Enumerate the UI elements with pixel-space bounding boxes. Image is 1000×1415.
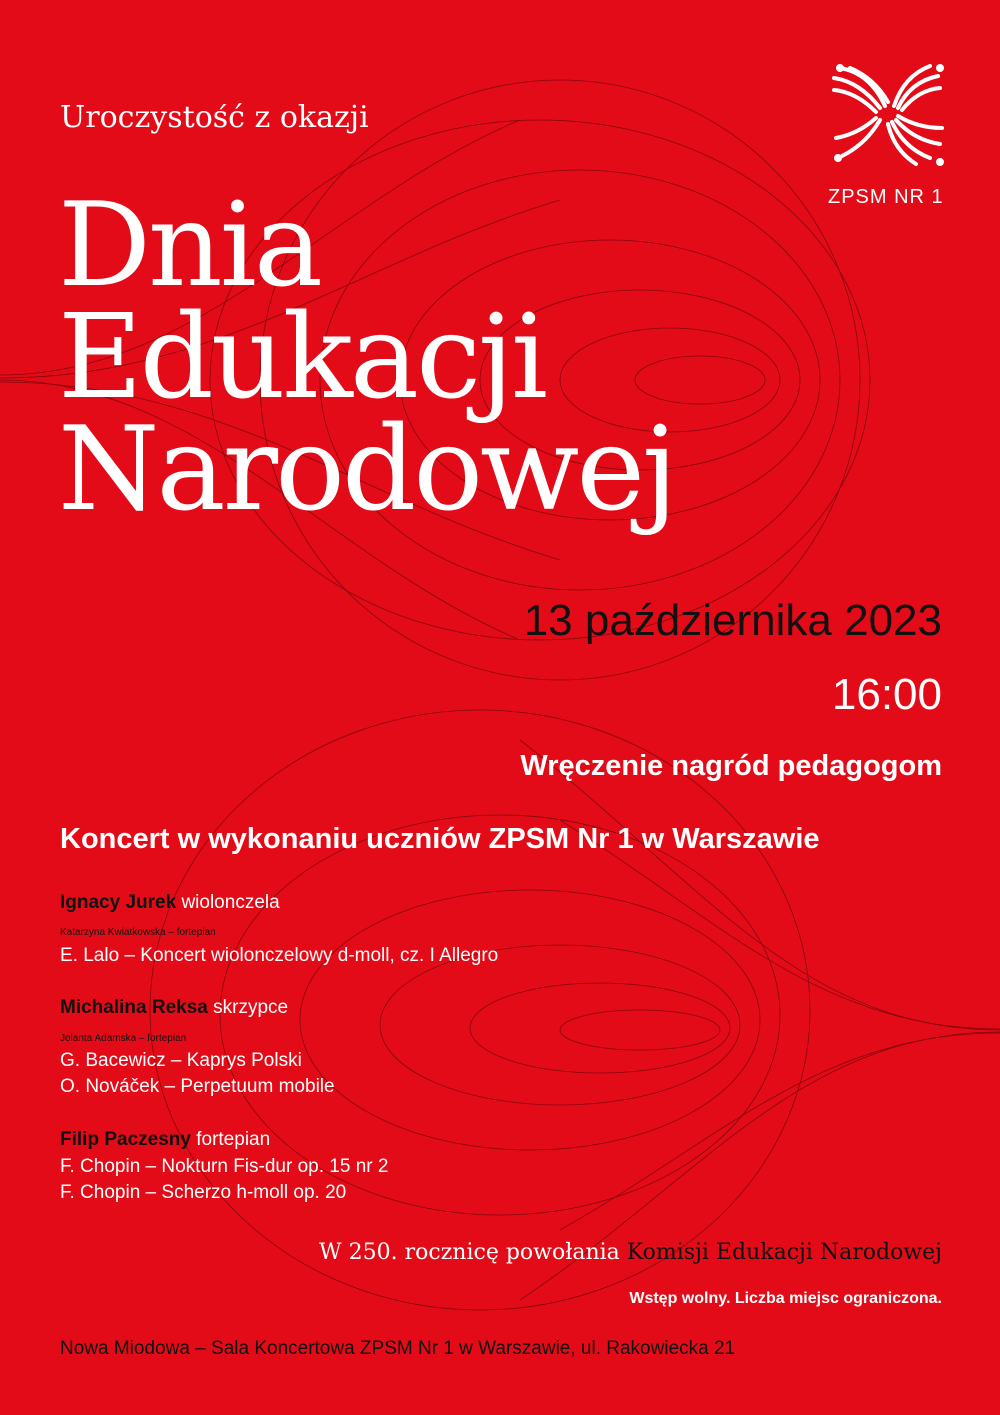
award-heading: Wręczenie nagród pedagogom [520, 750, 942, 782]
anniversary-line [319, 1240, 942, 1265]
event-date: 13 października 2023 [523, 596, 942, 645]
title-line-3: Narodowej [58, 402, 675, 537]
entry-note: Wstęp wolny. Liczba miejsc ograniczona. [629, 1290, 942, 1307]
piece-3-2: F. Chopin – Scherzo h-moll op. 20 [60, 1182, 347, 1203]
zpsm-emblem-icon [830, 58, 948, 170]
performer-2 [60, 997, 288, 1019]
piece-1-1: E. Lalo – Koncert wiolonczelowy d-moll, cz. I Allegro [60, 945, 499, 966]
piece-2-1: G. Bacewicz – Kaprys Polski [60, 1050, 302, 1071]
logo-text: ZPSM NR 1 [828, 186, 944, 208]
anniversary-commission: Komisji Edukacji Narodowej [626, 1240, 942, 1265]
title-line-1: Dnia [58, 178, 320, 313]
performer-1 [60, 892, 280, 914]
venue-address: Nowa Miodowa – Sala Koncertowa ZPSM Nr 1 w Warszawie, ul. Rakowiecka 21 [60, 1338, 736, 1359]
performer-instrument: fortepian [196, 1129, 271, 1150]
event-subtitle: Uroczystość z okazji [60, 100, 369, 135]
piece-2-2: O. Nováček – Perpetuum mobile [60, 1076, 335, 1097]
performer-name: Michalina Reksa [60, 997, 208, 1018]
performer-instrument: wiolonczela [181, 892, 280, 913]
performer-instrument: skrzypce [213, 997, 289, 1018]
performer-name: Ignacy Jurek [60, 892, 177, 913]
performer-name: Filip Paczesny [60, 1129, 191, 1150]
concert-heading: Koncert w wykonaniu uczniów ZPSM Nr 1 w Warszawie [60, 823, 820, 855]
piece-3-1: F. Chopin – Nokturn Fis-dur op. 15 nr 2 [60, 1156, 389, 1177]
accompanist-2: Jolanta Adamska – fortepian [60, 1033, 187, 1044]
anniversary-prefix: W 250. rocznicę powołania [319, 1240, 620, 1265]
performer-3 [60, 1129, 270, 1151]
accompanist-1: Katarzyna Kwiatkowska – fortepian [60, 927, 216, 938]
title-line-2: Edukacji [58, 290, 546, 425]
event-time: 16:00 [831, 670, 942, 719]
